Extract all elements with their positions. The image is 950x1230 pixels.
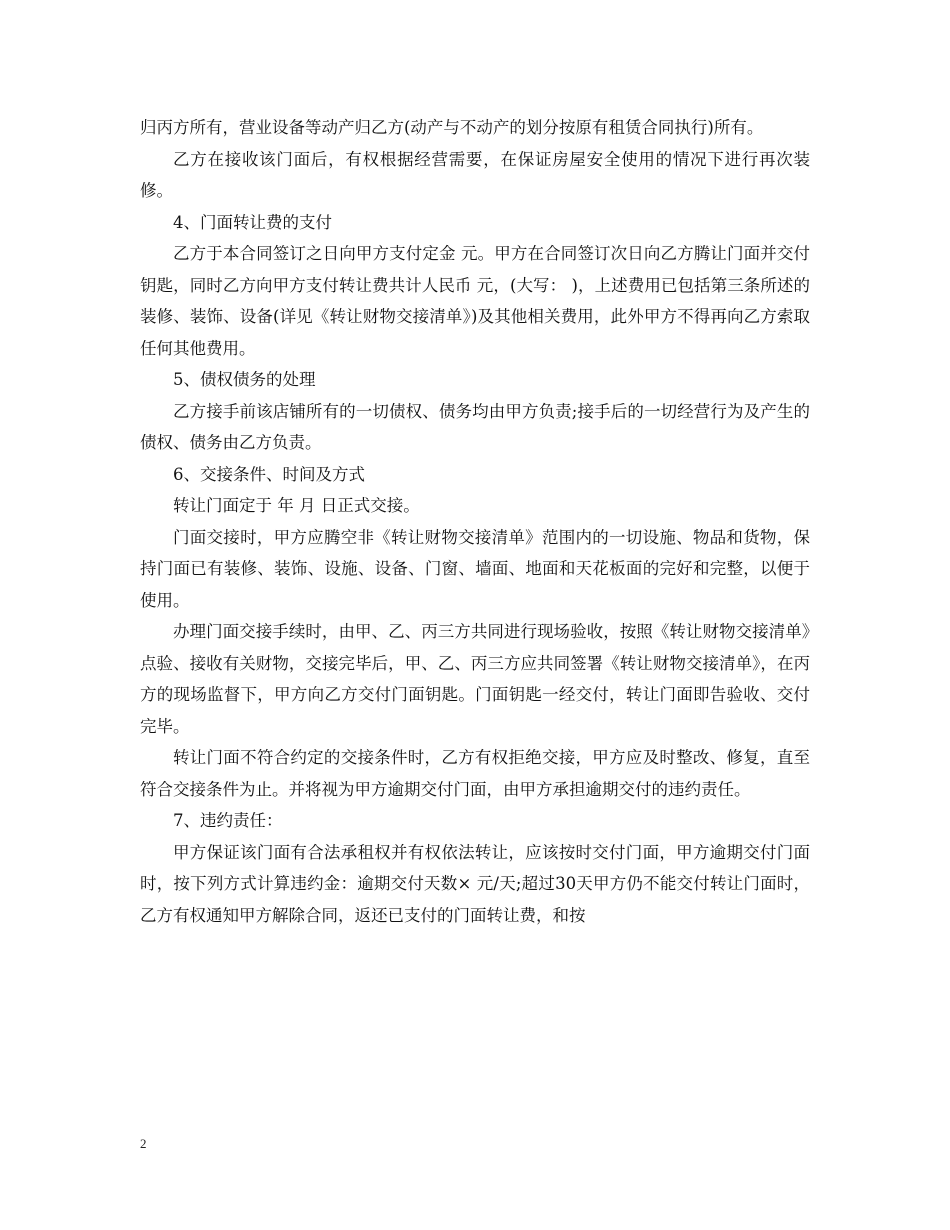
paragraph-8: 转让门面定于 年 月 日正式交接。 bbox=[173, 496, 420, 515]
section-heading-6: 6、交接条件、时间及方式 bbox=[173, 464, 365, 484]
section-heading-4: 4、门面转让费的支付 bbox=[173, 212, 332, 232]
section-heading-7: 7、违约责任： bbox=[173, 811, 283, 830]
page-number: 2 bbox=[140, 1136, 147, 1151]
paragraph-6: 乙方接手前该店铺所有的一切债权、债务均由甲方负责;接手后的一切经营行为及产生的债权、债务由乙方负责。 bbox=[140, 401, 810, 452]
paragraph-2: 乙方在接收该门面后，有权根据经营需要，在保证房屋安全使用的情况下进行再次装修。 bbox=[140, 149, 810, 200]
paragraph-11: 转让门面不符合约定的交接条件时，乙方有权拒绝交接，甲方应及时整改、修复，直至符合交接条件为止。并将视为甲方逾期交付门面，由甲方承担逾期交付的违约责任。 bbox=[140, 748, 810, 799]
paragraph-4: 乙方于本合同签订之日向甲方支付定金 元。甲方在合同签订次日向乙方腾让门面并交付钥匙，同时乙方向甲方支付转让费共计人民币 元，(大写： )，上述费用已包括第三条所述的装修、装饰、设备(详见《转让财物交接清单》)及其他相关费用，此外甲方不得再向乙方索取任何其他费用。 bbox=[140, 244, 810, 358]
paragraph-10: 办理门面交接手续时，由甲、乙、丙三方共同进行现场验收，按照《转让财物交接清单》点验、接收有关财物，交接完毕后，甲、乙、丙三方应共同签署《转让财物交接清单》，在丙方的现场监督下，甲方向乙方交付门面钥匙。门面钥匙一经交付，转让门面即告验收、交付完毕。 bbox=[140, 622, 810, 736]
paragraph-9: 门面交接时，甲方应腾空非《转让财物交接清单》范围内的一切设施、物品和货物，保持门面已有装修、装饰、设施、设备、门窗、墙面、地面和天花板面的完好和完整，以便于使用。 bbox=[140, 527, 810, 610]
paragraph-1: 归丙方所有，营业设备等动产归乙方(动产与不动产的划分按原有租赁合同执行)所有。 bbox=[140, 118, 764, 137]
document-body bbox=[140, 112, 810, 931]
paragraph-13: 甲方保证该门面有合法承租权并有权依法转让，应该按时交付门面，甲方逾期交付门面时，按下列方式计算违约金：逾期交付天数× 元/天;超过30天甲方仍不能交付转让门面时，乙方有权通知甲方解除合同，返还已支付的门面转让费，和按 bbox=[140, 842, 810, 925]
section-heading-5: 5、债权债务的处理 bbox=[173, 370, 316, 389]
